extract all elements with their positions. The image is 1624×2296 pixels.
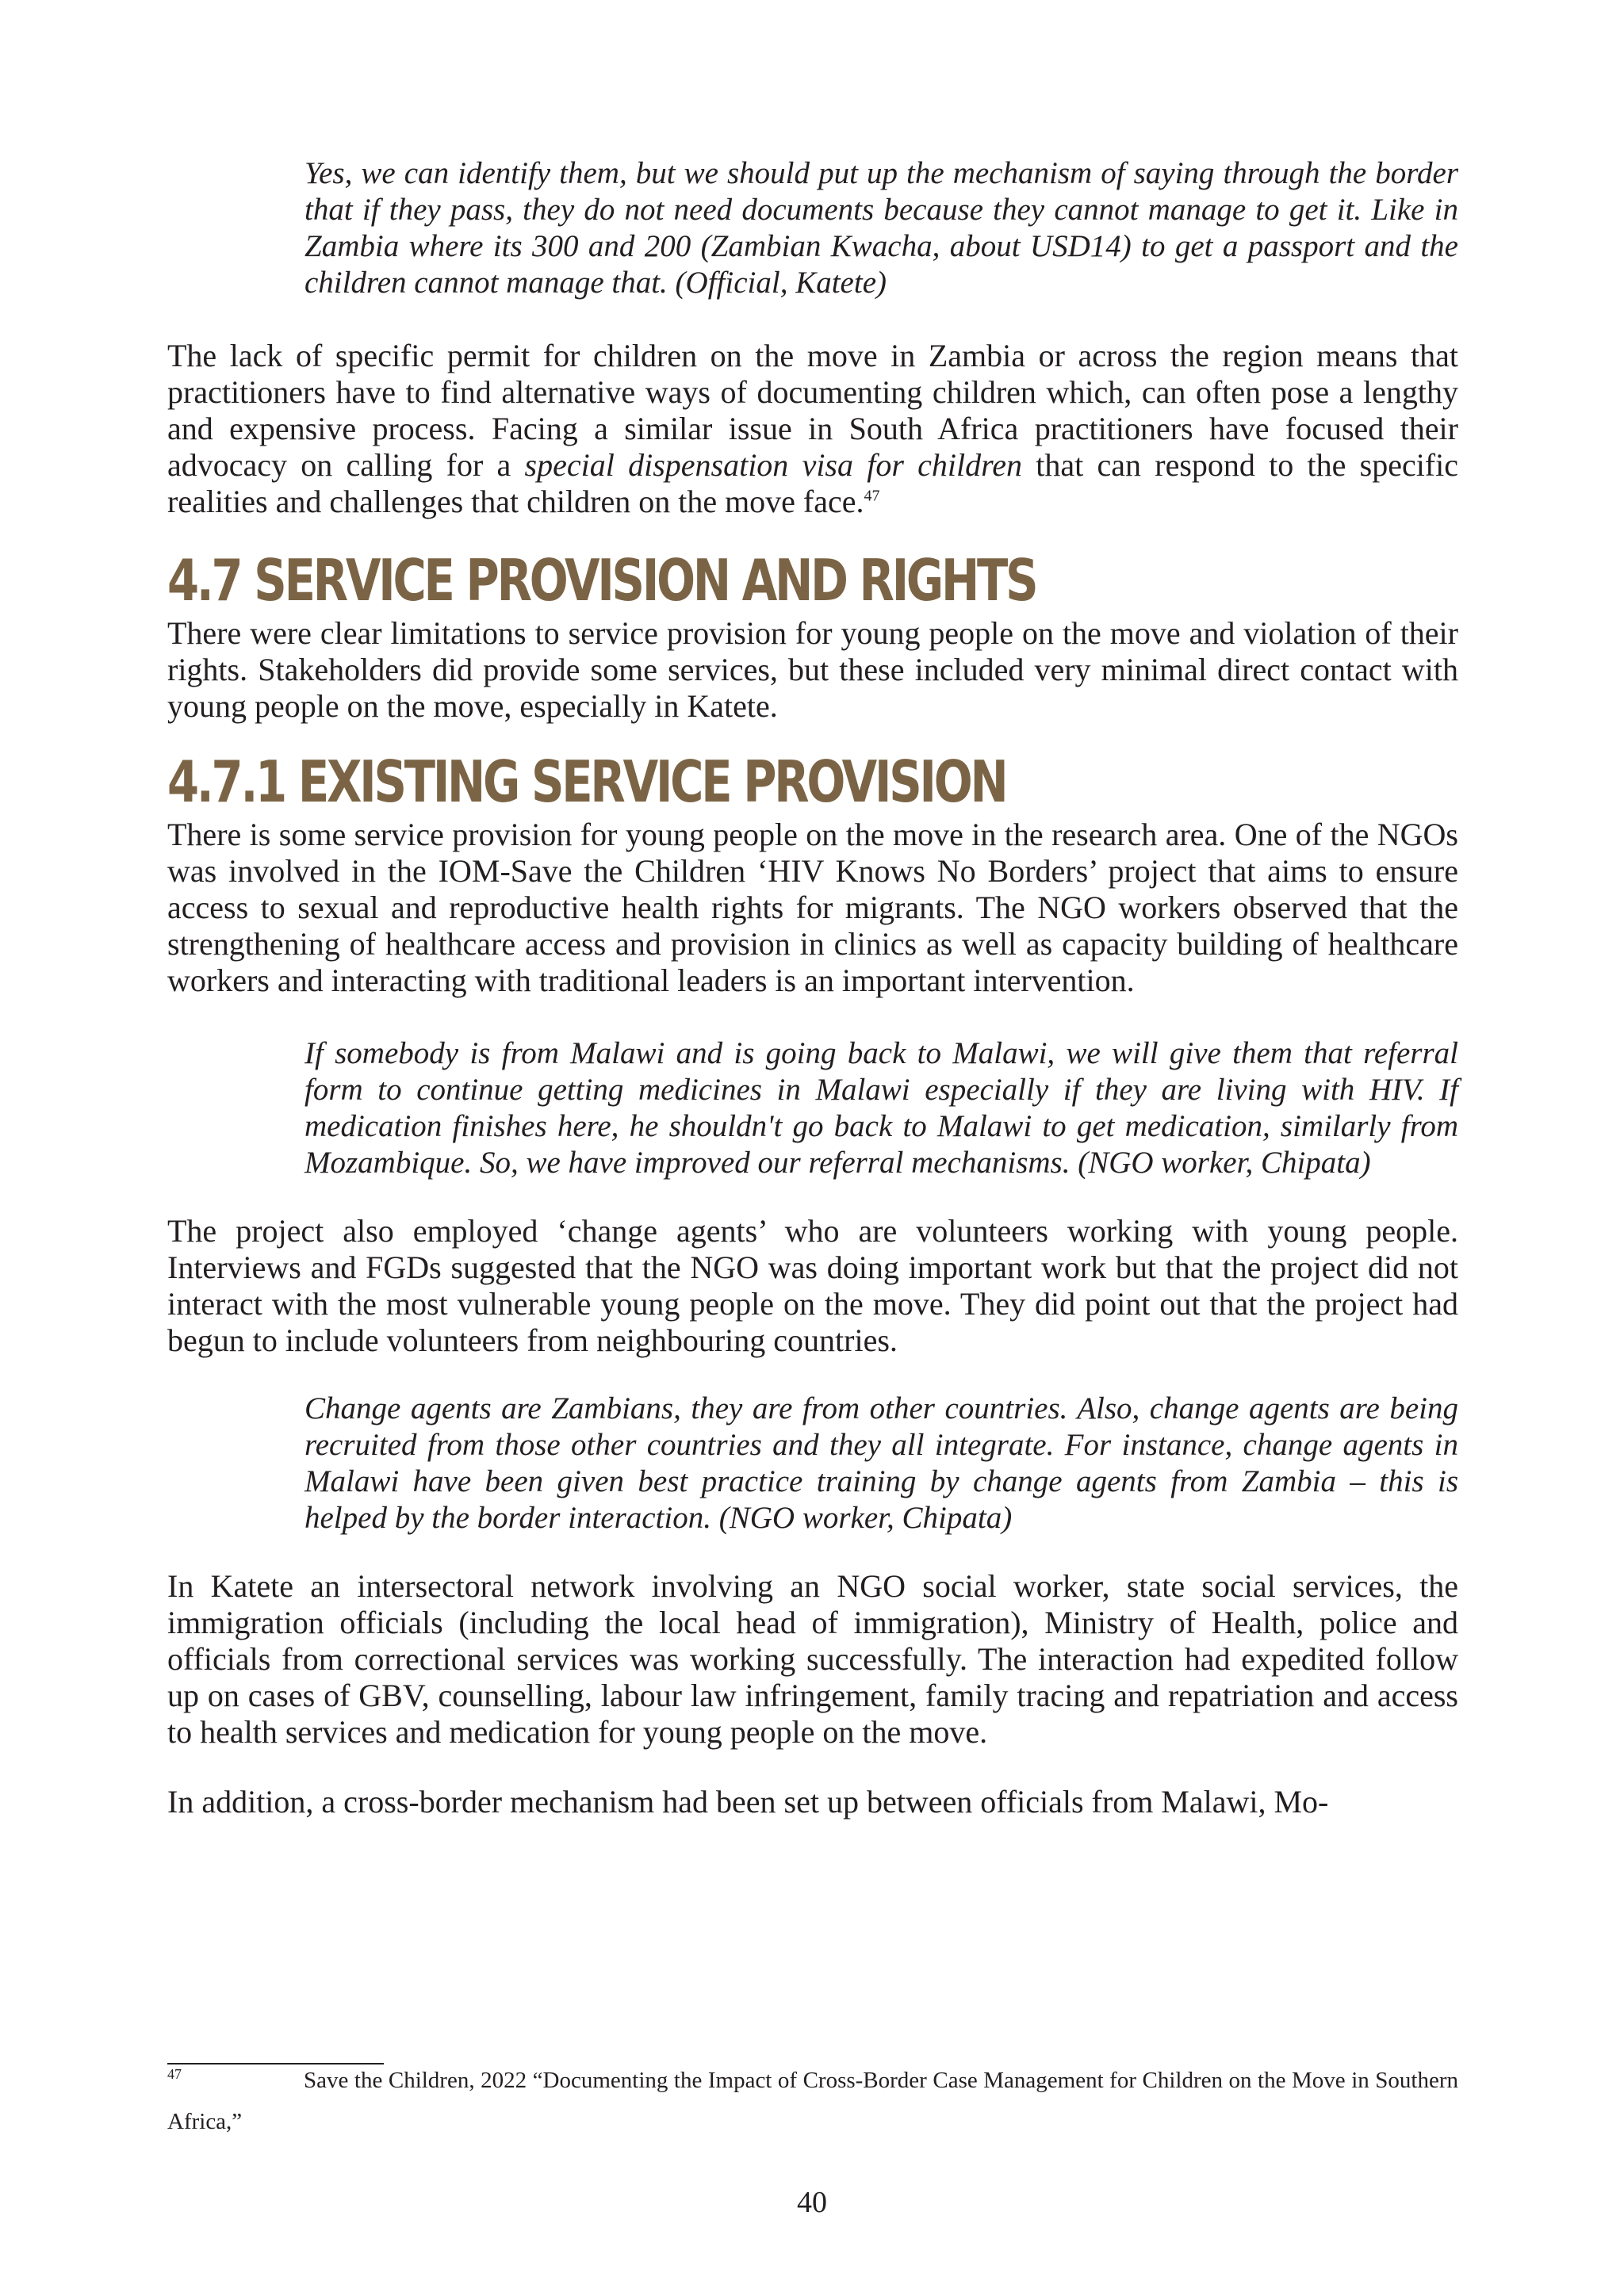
paragraph-some-service-provision: There is some service provision for young people on the move in the research area. One of the NGOs was involved in the IOM-Save the Children ‘HIV Knows No Borders’ project that aims to ensure access to sexual and reproductive health rights for migrants. The NGO workers observed that the strengthening of healthcare access and provision in clinics as well as capacity building of healthcare workers and interacting with traditional leaders is an important intervention.: [167, 817, 1458, 998]
emphasis-text: special dispensation visa for children: [524, 447, 1022, 483]
section-heading-service-provision: 4.7 SERVICE PROVISION AND RIGHTS: [167, 547, 1036, 614]
footnote-reference[interactable]: 47: [864, 487, 880, 505]
paragraph-specific-permit: [167, 338, 1458, 520]
footnote-47: [167, 2060, 1458, 2142]
block-quote-official-katete: Yes, we can identify them, but we should put up the mechanism of saying through the border that if they pass, they do not need documents because they cannot manage to get it. Like in Zambia where its 300 and 200 (Zambian Kwacha, about USD14) to get a passport and the children cannot manage that. (Official, Katete): [304, 156, 1458, 300]
paragraph-katete-network: In Katete an intersectoral network involving an NGO social worker, state social services, the immigration officials (including the local head of immigration), Ministry of Health, police and officials from correctional services was working successfully. The interaction had expedited follow up on cases of GBV, counselling, labour law infringement, family tracing and repatriation and access to health services and medication for young people on the move.: [167, 1568, 1458, 1750]
footnote-text: Save the Children, 2022 “Documenting the Impact of Cross-Border Case Management for Children on the Move in Southern Africa,”: [167, 2068, 1458, 2134]
block-quote-ngo-worker-referral: If somebody is from Malawi and is going back to Malawi, we will give them that referral form to continue getting medicines in Malawi especially if they are living with HIV. If medication finishes here, he shouldn't go back to Malawi to get medication, similarly from Mozambique. So, we have improved our referral mechanisms. (NGO worker, Chipata): [304, 1036, 1458, 1180]
paragraph-limitations: There were clear limitations to service provision for young people on the move and violation of their rights. Stakeholders did provide some services, but these included very minimal direct contact with young people on the move, especially in Katete.: [167, 615, 1458, 724]
footnote-number: 47: [167, 2066, 182, 2082]
paragraph-text-end: that can respond to the specific realities and challenges that children on the move face.: [167, 447, 1458, 519]
paragraph-change-agents: The project also employed ‘change agents’ who are volunteers working with young people. Interviews and FGDs suggested that the NGO was doing important work but that the project did not interact with the most vulnerable young people on the move. They did point out that the project had begun to include volunteers from neighbouring countries.: [167, 1213, 1458, 1358]
page-body: [167, 155, 1458, 1820]
block-quote-ngo-worker-change-agents: Change agents are Zambians, they are from other countries. Also, change agents are being recruited from those other countries and they all integrate. For instance, change agents in Malawi have been given best practice training by change agents from Zambia – this is helped by the border interaction. (NGO worker, Chipata): [304, 1391, 1458, 1535]
page-number: 40: [797, 2186, 827, 2219]
subsection-heading-existing-service: 4.7.1 EXISTING SERVICE PROVISION: [167, 748, 1006, 815]
paragraph-text: The lack of specific permit for children on the move in Zambia or across the region means that practitioners have to find alternative ways of documenting children which, can often pose a lengthy and expensive process. Facing a similar issue in South Africa practitioners have focused their advocacy on calling for a: [167, 338, 1458, 483]
paragraph-cross-border-mechanism: In addition, a cross-border mechanism had been set up between officials from Malawi, Mo-: [167, 1784, 1329, 1820]
